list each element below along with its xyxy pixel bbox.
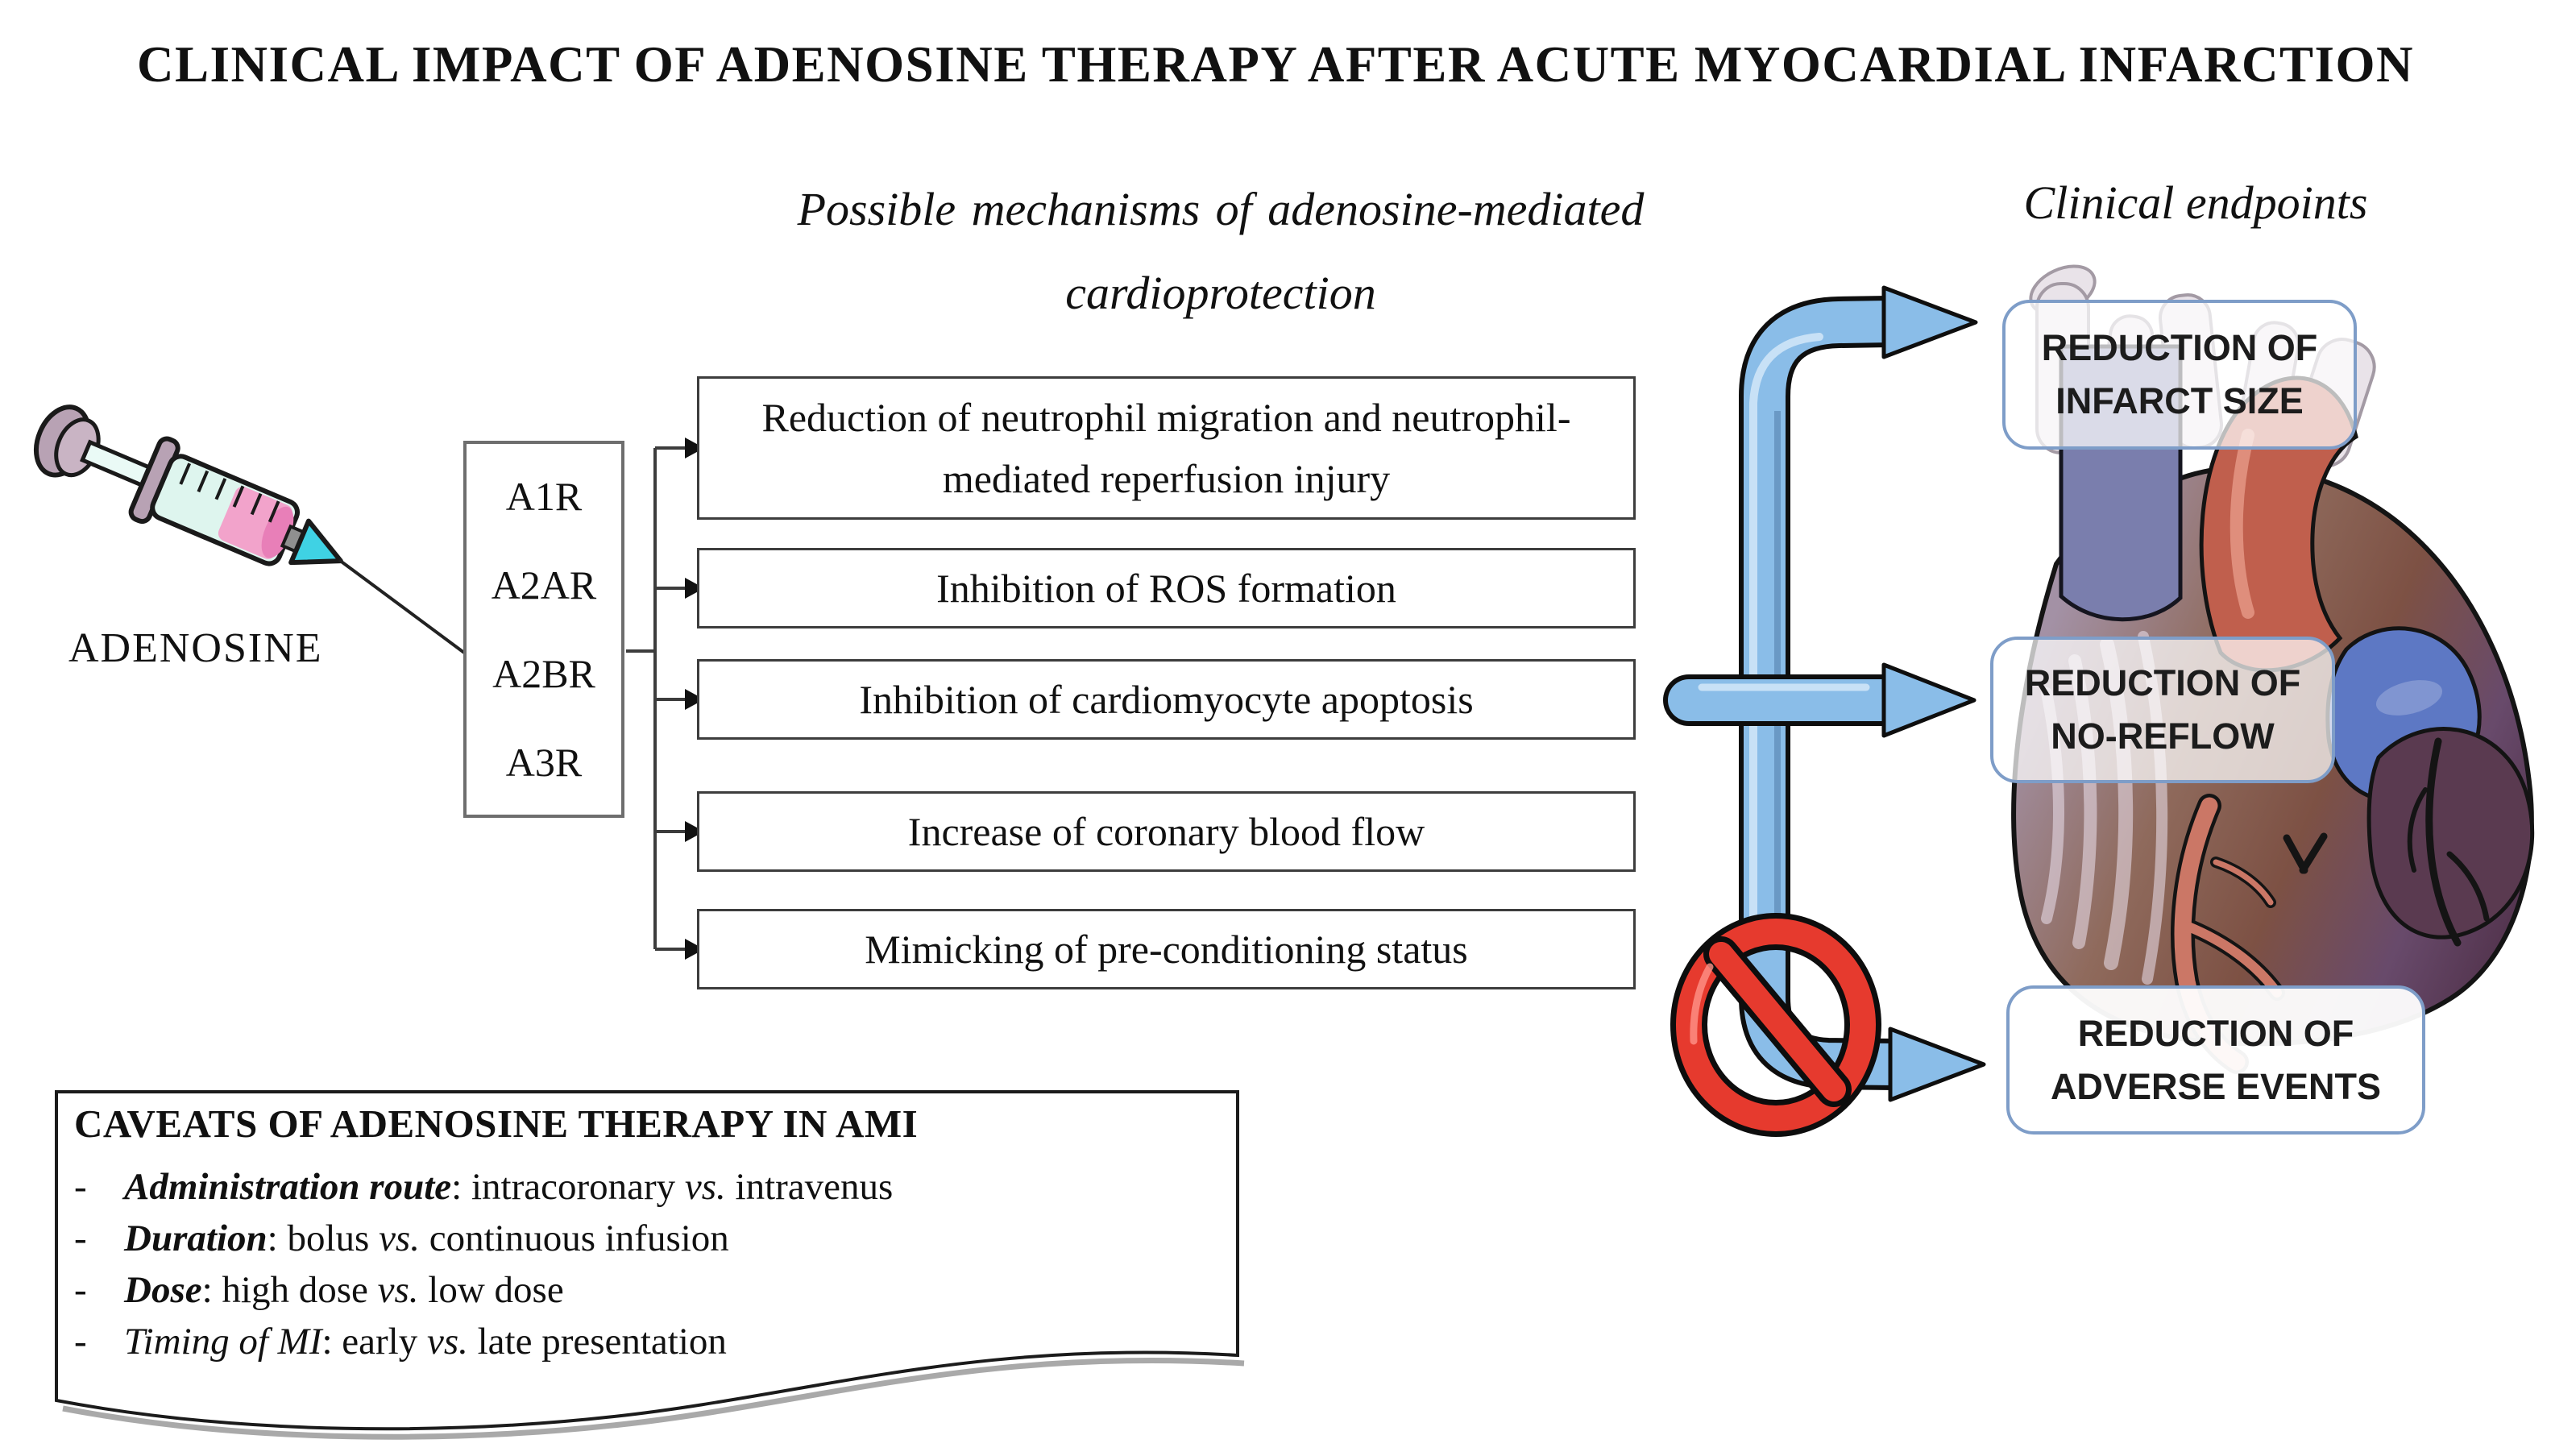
- endpoint-box-no-reflow: REDUCTION OF NO-REFLOW: [1990, 637, 2335, 783]
- caveats-list: [74, 1161, 1202, 1367]
- endpoint-box-adverse-events: REDUCTION OF ADVERSE EVENTS: [2006, 985, 2425, 1135]
- caveat-item: [74, 1264, 1202, 1316]
- caveat-bullet: -: [74, 1217, 87, 1259]
- receptor-label-a1r: A1R: [505, 474, 583, 519]
- mechanism-box-apoptosis: Inhibition of cardiomyocyte apoptosis: [697, 659, 1636, 740]
- needle-line: [339, 560, 464, 653]
- endpoints-header: Clinical endpoints: [2023, 176, 2368, 229]
- mechanism-box-neutrophil: Reduction of neutrophil migration and neutrophil-mediated reperfusion injury: [697, 376, 1636, 520]
- caveat-item: [74, 1213, 1202, 1264]
- endpoint-box-infarct-size: REDUCTION OF INFARCT SIZE: [2002, 300, 2357, 450]
- caveat-text: Dose: high dose vs. low dose: [124, 1269, 564, 1311]
- receptor-connector-lines: [626, 448, 686, 949]
- syringe-icon: [23, 392, 464, 653]
- receptor-label-a3r: A3R: [505, 740, 583, 785]
- caveat-item: [74, 1161, 1202, 1213]
- caveats-panel: [74, 1101, 1202, 1367]
- mechanisms-header: [749, 168, 1692, 335]
- caveat-bullet: -: [74, 1269, 87, 1311]
- caveats-title: CAVEATS OF ADENOSINE THERAPY IN AMI: [74, 1101, 919, 1146]
- caveat-item: [74, 1316, 1202, 1367]
- caveat-bullet: -: [74, 1321, 87, 1363]
- caveat-text: Administration route: intracoronary vs. intravenus: [124, 1166, 894, 1208]
- figure-title: CLINICAL IMPACT OF ADENOSINE THERAPY AFTER ACUTE MYOCARDIAL INFARCTION: [137, 36, 2414, 93]
- mechanism-box-preconditioning: Mimicking of pre-conditioning status: [697, 909, 1636, 989]
- mechanism-box-ros: Inhibition of ROS formation: [697, 548, 1636, 628]
- mechanisms-header-line1: Possible mechanisms of adenosine-mediated: [797, 183, 1645, 235]
- caveat-bullet: -: [74, 1166, 87, 1208]
- receptor-box: [463, 441, 624, 818]
- caveat-text: Timing of MI: early vs. late presentation: [124, 1321, 727, 1363]
- receptor-label-a2br: A2BR: [492, 651, 595, 696]
- mechanisms-header-line2: cardioprotection: [1065, 267, 1376, 319]
- mechanism-box-blood-flow: Increase of coronary blood flow: [697, 791, 1636, 872]
- caveat-text: Duration: bolus vs. continuous infusion: [124, 1217, 729, 1259]
- receptor-label-a2ar: A2AR: [491, 562, 597, 608]
- drug-label: ADENOSINE: [68, 625, 323, 671]
